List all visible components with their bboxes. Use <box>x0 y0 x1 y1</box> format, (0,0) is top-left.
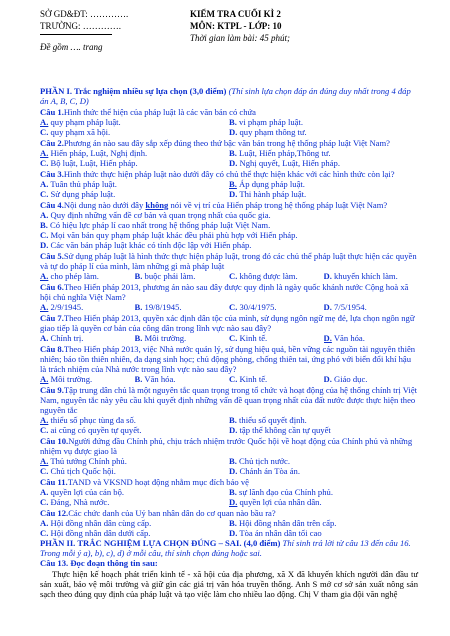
answer-options <box>40 333 418 343</box>
option-text: Hội đồng nhân dân trên cấp. <box>236 517 337 528</box>
option-letter: C. <box>229 373 238 384</box>
answer-option-c[interactable] <box>40 158 229 168</box>
header-left <box>40 8 190 53</box>
question-text-part: Nội dung nào dưới đây <box>63 199 146 210</box>
answer-option-a[interactable] <box>40 518 229 528</box>
answer-option-b[interactable] <box>229 148 418 158</box>
question-2 <box>40 138 418 168</box>
question-12 <box>40 508 418 538</box>
option-text: Luật, Hiến pháp,Thông tư. <box>236 147 331 158</box>
question-text: Theo Hiến pháp 2013, quyền xác định dân tộc của mình, sử dụng ngôn ngữ mẹ đẻ, lựa chọn ngôn ngữ giao tiếp là quyền cơ bản của công dân trong lĩnh vực nào sau đây? <box>40 312 415 333</box>
option-text: sự lãnh đạo của Chính phủ. <box>236 486 333 497</box>
question-label: Câu 7. <box>40 312 64 323</box>
option-letter: A. <box>40 271 49 282</box>
answer-options <box>40 415 418 435</box>
option-text: ai cũng có quyền tự quyết. <box>48 425 142 436</box>
answer-options <box>40 117 418 137</box>
part2-note: Thí sinh trả lời từ câu 13 đến câu 16. Trong mỗi ý a), b), c), d) ở mỗi câu, thí sinh chọn đúng hoặc sai. <box>40 538 411 559</box>
option-text: quyền lợi của cán bộ. <box>48 486 125 497</box>
option-letter: D. <box>229 425 238 436</box>
school-line: TRƯỜNG: …………. <box>40 21 121 31</box>
answer-option-a[interactable] <box>40 117 229 127</box>
question-label: Câu 10. <box>40 435 69 446</box>
question-stem <box>40 313 418 333</box>
question-label: Câu 6. <box>40 281 64 292</box>
answer-option-b[interactable] <box>135 333 230 343</box>
header-right <box>190 8 420 44</box>
option-text: 19/8/1945. <box>142 301 182 312</box>
part1-note: (Thí sinh lựa chọn đáp án đúng duy nhất trong 4 đáp án A, B, C, D) <box>40 86 411 107</box>
question-6 <box>40 282 418 312</box>
option-letter: D. <box>229 188 238 199</box>
answer-option-c[interactable] <box>229 374 324 384</box>
option-letter: C. <box>40 466 49 477</box>
question-1 <box>40 107 418 137</box>
question-4 <box>40 200 418 251</box>
answer-option-c[interactable] <box>229 333 324 343</box>
option-letter: A. <box>40 301 49 312</box>
part2-heading <box>40 538 418 558</box>
answer-options <box>40 179 418 199</box>
answer-option-c[interactable] <box>40 466 229 476</box>
option-text: Bộ luật, Luật, Hiến pháp. <box>48 157 138 168</box>
exam-content <box>40 86 418 599</box>
answer-option-d[interactable] <box>324 333 419 343</box>
answer-option-a[interactable] <box>40 179 229 189</box>
question-5 <box>40 251 418 281</box>
exam-time: Thời gian làm bài: 45 phút; <box>190 33 291 43</box>
answer-option-c[interactable] <box>40 189 229 199</box>
answer-option-d[interactable] <box>229 497 418 507</box>
question-stem <box>40 436 418 456</box>
option-letter: D. <box>229 528 238 539</box>
option-text: Chánh án Tòa án. <box>237 466 300 477</box>
question-stem <box>40 508 418 518</box>
option-text: cho phép làm. <box>48 271 99 282</box>
option-text: Sử dụng pháp luật. <box>48 188 116 199</box>
answer-option-b[interactable] <box>229 518 418 528</box>
option-text: vi phạm pháp luật. <box>236 116 304 127</box>
option-letter: B. <box>134 373 143 384</box>
question-text: Theo Hiến pháp 2013, việc Nhà nước quản lý, sử dụng hiệu quả, bền vững các nguồn tài nguyên thiên nhiên; bảo tồn thiên nhiên, đa dạng sinh học; chủ động phòng, chống thiên tai, ứng phó với biến đổi khí hậu là trách nhiệm của Nhà nước trong lĩnh vực nào sau đây? <box>40 343 416 374</box>
option-text: quy phạm xã hội. <box>48 127 111 138</box>
option-letter: A. <box>40 116 49 127</box>
question-text: Sử dụng pháp luật là hình thức thực hiện pháp luật, trong đó các chủ thể pháp luật thực hiện các quyền và tự do pháp lí của mình, làm những gì mà pháp luật <box>40 250 417 271</box>
option-text: Môi trường. <box>142 332 187 343</box>
question-text: Phương án nào sau đây sắp xếp đúng theo thứ bậc văn bản trong hệ thống pháp luật Việt Nam? <box>63 137 390 148</box>
question-stem <box>40 107 418 117</box>
option-letter: D. <box>40 240 49 251</box>
exam-subject: MÔN: KTPL - LỚP: 10 <box>190 21 282 31</box>
question-label: Câu 9. <box>40 384 64 395</box>
option-text: 7/5/1954. <box>331 301 367 312</box>
question-text: TAND và VKSND hoạt động nhằm mục đích bảo vệ <box>67 476 249 487</box>
answer-option-b[interactable] <box>229 179 418 189</box>
option-text: Nghị quyết, Luật, Hiến pháp. <box>237 157 340 168</box>
option-text: Các văn bản pháp luật khác có tính độc lập với Hiến pháp. <box>48 240 252 251</box>
exam-title: KIỂM TRA CUỐI KÌ 2 <box>190 9 281 19</box>
answer-options <box>40 271 418 281</box>
answer-option-d[interactable] <box>229 528 418 538</box>
option-text: thiểu số quyết định. <box>236 415 307 425</box>
part1-title: PHẦN I. Trắc nghiệm nhiều sự lựa chọn (3,0 điểm) <box>40 86 227 96</box>
option-text: Tòa án nhân dân tối cao <box>237 528 322 539</box>
option-letter: C. <box>40 528 49 539</box>
option-text: không được làm. <box>237 271 298 282</box>
option-letter: C. <box>40 425 49 436</box>
question-stem <box>40 169 418 179</box>
option-text: Văn hóa. <box>331 332 365 343</box>
option-letter: A. <box>40 517 49 528</box>
option-letter: C. <box>40 188 49 199</box>
question-stem <box>40 282 418 302</box>
option-text: Thủ tướng Chính phủ. <box>48 456 127 467</box>
answer-option-d[interactable] <box>229 425 418 435</box>
question-7 <box>40 313 418 343</box>
answer-option-d[interactable] <box>229 189 418 199</box>
answer-option-b[interactable] <box>229 487 418 497</box>
answer-option-a[interactable] <box>40 456 229 466</box>
question-stem <box>40 200 418 210</box>
part2-title: PHẦN II. TRẮC NGHIỆM LỰA CHỌN ĐÚNG – SAI. (4,0 điểm) <box>40 538 281 549</box>
option-text: Quy định những vấn đề cơ bản và quan trọng nhất của quốc gia. <box>48 209 271 220</box>
header-divider <box>40 34 112 35</box>
option-text: Thi hành pháp luật. <box>237 188 307 199</box>
answer-option-a[interactable] <box>40 210 418 220</box>
answer-option-c[interactable] <box>229 271 324 281</box>
question-text: Hình thức thể hiện của pháp luật là các văn bản có chứa <box>63 106 256 117</box>
part1-heading <box>40 86 418 106</box>
question-label: Câu 11. <box>40 476 68 487</box>
answer-option-c[interactable] <box>40 425 229 435</box>
answer-option-d[interactable] <box>324 271 419 281</box>
option-letter: A. <box>40 147 49 158</box>
answer-options <box>40 302 418 312</box>
option-text: quyền lợi của nhân dân. <box>237 497 322 508</box>
option-letter: A. <box>40 486 49 497</box>
option-letter: A. <box>40 373 49 384</box>
option-letter: C. <box>229 271 238 282</box>
question-text-part: không <box>145 199 169 210</box>
answer-option-c[interactable] <box>40 127 229 137</box>
answer-options <box>40 518 418 538</box>
option-letter: A. <box>40 332 49 343</box>
option-text: Kinh tế. <box>237 373 268 384</box>
question-8 <box>40 344 418 385</box>
option-text: Hiến pháp, Luật, Nghị định. <box>48 147 148 158</box>
option-text: Tuân thủ pháp luật. <box>48 178 117 189</box>
question-text: Hình thức thực hiện pháp luật nào dưới đây có chủ thể thực hiện khác với các hình thức còn lại? <box>63 168 395 179</box>
option-text: Chính trị. <box>48 332 84 343</box>
answer-option-a[interactable] <box>40 148 229 158</box>
answer-option-d[interactable] <box>324 302 419 312</box>
option-letter: B. <box>229 486 237 497</box>
answer-option-a[interactable] <box>40 374 135 384</box>
question-3 <box>40 169 418 199</box>
answer-option-c[interactable] <box>40 528 229 538</box>
answer-options <box>40 148 418 168</box>
question-label: Câu 5. <box>40 250 64 261</box>
question-13-passage: Thực hiện kế hoạch phát triển kinh tế - xã hội của địa phương, xã X đã khuyến khích người dân đầu tư sản xuất, bảo vệ môi trường và giữ gìn các giá trị văn hóa truyền thống. Anh S mở cơ sở sản xuất nông sản sạch theo đúng quy định của pháp luật và tạo việc làm cho nhiều lao động. Chị V tham gia đội văn nghệ <box>40 568 418 599</box>
option-text: quy phạm pháp luật. <box>48 116 121 127</box>
answer-options <box>40 374 418 384</box>
option-text: buộc phải làm. <box>142 271 196 282</box>
answer-option-a[interactable] <box>40 487 229 497</box>
answer-option-c[interactable] <box>40 497 229 507</box>
question-label: Câu 1. <box>40 106 64 117</box>
answer-option-d[interactable] <box>229 158 418 168</box>
option-letter: D. <box>323 373 332 384</box>
question-13-label: Câu 13. Đọc đoạn thông tin sau: <box>40 558 158 569</box>
option-letter: B. <box>134 301 143 312</box>
option-letter: C. <box>40 157 49 168</box>
option-text: Kinh tế. <box>237 332 268 343</box>
option-text: thiểu số phục tùng đa số. <box>48 415 136 425</box>
answer-option-d[interactable] <box>40 240 418 250</box>
option-text: 2/9/1945. <box>48 301 84 312</box>
option-text: khuyến khích làm. <box>331 271 398 282</box>
option-text: Mọi văn bản quy phạm pháp luật khác đều phải phù hợp với Hiến pháp. <box>48 229 298 240</box>
department-line: SỞ GD&ĐT: …………. <box>40 9 129 19</box>
answer-option-a[interactable] <box>40 302 135 312</box>
question-list <box>40 107 418 538</box>
option-letter: B. <box>134 332 143 343</box>
question-text: Các chức danh của Uỷ ban nhân dân do cơ quan nào bầu ra? <box>68 507 276 518</box>
option-letter: A. <box>40 209 49 220</box>
option-letter: D. <box>229 127 238 138</box>
question-label: Câu 4. <box>40 199 64 210</box>
answer-option-a[interactable] <box>40 415 229 425</box>
question-label: Câu 3. <box>40 168 64 179</box>
option-letter: D. <box>323 301 332 312</box>
question-text: Người đứng đầu Chính phủ, chịu trách nhiệm trước Quốc hội về hoạt động của Chính phủ và những nhiệm vụ được giao là <box>40 435 413 456</box>
option-letter: B. <box>229 116 237 127</box>
question-11 <box>40 477 418 507</box>
option-letter: D. <box>323 271 332 282</box>
option-letter: C. <box>40 127 49 138</box>
option-letter: C. <box>40 229 49 240</box>
option-text: Có hiệu lực pháp lí cao nhất trong hệ thống pháp luật Việt Nam. <box>47 219 271 230</box>
question-9 <box>40 385 418 436</box>
question-stem <box>40 138 418 148</box>
option-text: tập thể không cần tự quyết <box>237 425 331 436</box>
answer-option-d[interactable] <box>229 466 418 476</box>
option-text: Hội đồng nhân dân dưới cấp. <box>48 528 151 539</box>
answer-option-a[interactable] <box>40 333 135 343</box>
exam-header <box>40 8 410 76</box>
option-text: Đảng, Nhà nước. <box>48 497 110 508</box>
option-text: Chủ tịch Quốc hội. <box>48 466 116 477</box>
option-letter: B. <box>229 147 237 158</box>
option-letter: D. <box>323 332 332 343</box>
question-text: Theo Hiến pháp 2013, phương án nào sau đây được quy định là ngày quốc khánh nước Cộng hoà xã hội chủ nghĩa Việt Nam? <box>40 281 409 302</box>
answer-option-b[interactable] <box>229 117 418 127</box>
option-letter: B. <box>40 219 48 230</box>
answer-option-c[interactable] <box>229 302 324 312</box>
option-letter: D. <box>229 157 238 168</box>
option-letter: B. <box>229 178 237 189</box>
option-letter: C. <box>229 332 238 343</box>
option-text: Áp dụng pháp luật. <box>236 178 305 189</box>
answer-option-b[interactable] <box>135 374 230 384</box>
question-10 <box>40 436 418 477</box>
answer-option-d[interactable] <box>229 127 418 137</box>
question-text: Tập trung dân chủ là một nguyên tắc quan trọng trong tổ chức và hoạt động của hệ thống chính trị Việt Nam, nguyên tắc này yêu cầu khi quyết định những vấn đề quan trọng nhất của đất nước được thực hiện theo nguyên tắc <box>40 384 418 415</box>
option-text: Hội đồng nhân dân cùng cấp. <box>48 517 152 528</box>
question-stem <box>40 477 418 487</box>
answer-option-a[interactable] <box>40 271 135 281</box>
question-stem <box>40 385 418 415</box>
option-letter: C. <box>229 301 238 312</box>
question-stem <box>40 344 418 374</box>
page-count-note: Đề gồm …. trang <box>40 42 103 52</box>
answer-option-b[interactable] <box>229 456 418 466</box>
option-letter: C. <box>40 497 49 508</box>
question-label: Câu 2. <box>40 137 64 148</box>
answer-option-c[interactable] <box>40 230 418 240</box>
option-text: Văn hóa. <box>142 373 176 384</box>
option-letter: B. <box>229 517 237 528</box>
option-text: Môi trường. <box>48 373 93 384</box>
answer-options <box>40 456 418 476</box>
option-text: 30/4/1975. <box>237 301 277 312</box>
answer-option-b[interactable] <box>40 220 418 230</box>
option-letter: A. <box>40 456 49 467</box>
option-letter: A. <box>40 415 49 425</box>
option-letter: B. <box>229 456 237 467</box>
option-letter: D. <box>229 466 238 477</box>
answer-option-d[interactable] <box>324 374 419 384</box>
option-text: Chủ tịch nước. <box>236 456 291 467</box>
question-label: Câu 12. <box>40 507 69 518</box>
answer-option-b[interactable] <box>229 415 418 425</box>
option-letter: B. <box>229 415 237 425</box>
option-letter: A. <box>40 178 49 189</box>
option-letter: D. <box>229 497 238 508</box>
question-label: Câu 8. <box>40 343 64 354</box>
option-letter: B. <box>134 271 143 282</box>
option-text: quy phạm thông tư. <box>237 127 307 138</box>
question-stem <box>40 251 418 271</box>
answer-option-b[interactable] <box>135 271 230 281</box>
answer-options <box>40 210 418 251</box>
option-text: Giáo dục. <box>331 373 368 384</box>
question-text-part: nói về vị trí của Hiến pháp trong hệ thống pháp luật Việt Nam? <box>168 199 388 210</box>
answer-options <box>40 487 418 507</box>
answer-option-b[interactable] <box>135 302 230 312</box>
